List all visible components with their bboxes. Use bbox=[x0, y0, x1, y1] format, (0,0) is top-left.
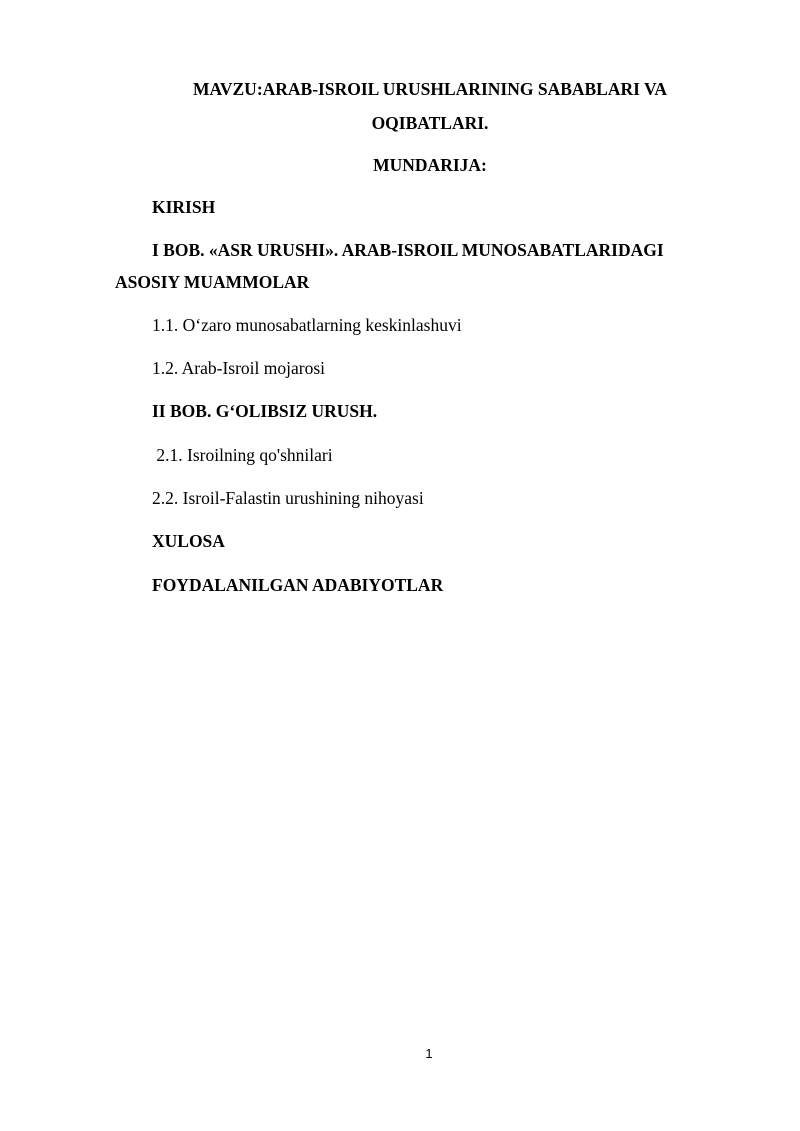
document-title-line2: OQIBATLARI. bbox=[371, 113, 489, 133]
toc-item-chapter-1-continued bbox=[115, 265, 715, 299]
contents-heading: MUNDARIJA: bbox=[373, 155, 487, 175]
toc-item-label: II BOB. G‘OLIBSIZ URUSH. bbox=[152, 401, 378, 421]
toc-item-label: 1.2. Arab-Isroil mojarosi bbox=[152, 358, 326, 378]
toc-item-conclusion bbox=[115, 524, 715, 558]
toc-item-label: I BOB. «ASR URUSHI». ARAB-ISROIL MUNOSABATLARIDAGI bbox=[152, 240, 664, 260]
toc-item-section-1-2 bbox=[115, 351, 715, 385]
toc-item-section-1-1 bbox=[115, 308, 715, 342]
toc-item-label: XULOSA bbox=[152, 531, 225, 551]
toc-item-section-2-2 bbox=[115, 481, 715, 515]
toc-item-label: KIRISH bbox=[152, 197, 216, 217]
toc-item-label: ASOSIY MUAMMOLAR bbox=[115, 272, 310, 292]
toc-item-section-2-1 bbox=[115, 438, 715, 472]
toc-item-chapter-2 bbox=[115, 394, 715, 428]
toc-item-label: 2.1. Isroilning qo'shnilari bbox=[152, 445, 333, 465]
toc-item-label: 2.2. Isroil-Falastin urushining nihoyasi bbox=[152, 488, 424, 508]
toc-item-introduction bbox=[115, 190, 715, 224]
toc-item-references bbox=[115, 568, 715, 602]
toc-item-label: 1.1. O‘zaro munosabatlarning keskinlashuvi bbox=[152, 315, 462, 335]
toc-item-chapter-1 bbox=[115, 233, 715, 267]
document-title bbox=[115, 72, 745, 140]
toc-item-label: FOYDALANILGAN ADABIYOTLAR bbox=[152, 575, 444, 595]
page-number: 1 bbox=[425, 1046, 433, 1061]
document-title-line1: MAVZU:ARAB-ISROIL URUSHLARINING SABABLARI VA bbox=[192, 79, 668, 99]
